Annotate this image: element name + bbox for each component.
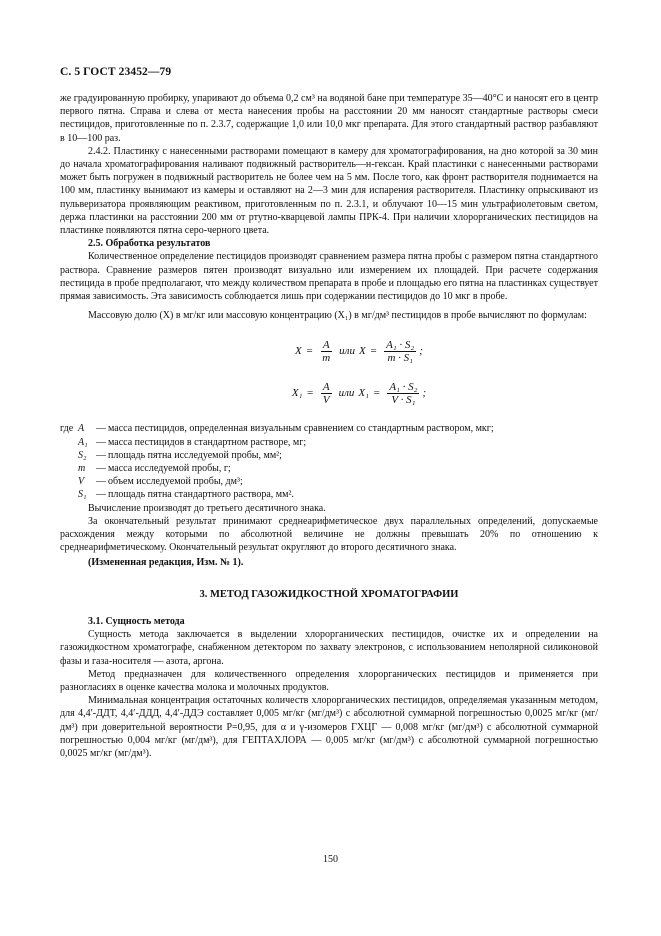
paragraph-9: Минимальная концентрация остаточных количеств хлорорганических пестицидов, определяемая указанным методом, для 4,4′-ДДТ, 4,4′-ДДД, 4,4′-ДДЭ составляет 0,005 мг/кг (мг/дм³) с абсолютной суммарной погрешностью 0,0025 мг/кг (мг/дм³) при доверительной вероятности P=0,95, для α и γ-изомеров ГХЦГ — 0,008 мг/кг (мг/дм³) с абсолютной суммарной погрешностью 0,004 мг/кг (мг/дм³), для ГЕПТАХЛОРА — 0,005 мг/кг (мг/дм³) с абсолютной суммарной погрешностью 0,0025 мг/кг (мг/дм³). xyxy=(60,695,598,759)
formula-1: X = $\frac{A}{m}$ или X = $\frac{\text{A₁ · S₂}}{\text{m · S₁}}$ ; xyxy=(295,338,423,364)
paragraph-5: Вычисление производят до третьего десятичного знака. xyxy=(88,502,326,514)
paragraph-7: Сущность метода заключается в выделении хлорорганических пестицидов, очистке их и определении на газожидкостном хроматографе, снабженном детектором по захвату электронов, с использованием неполярной силиконовой фазы и газа-носителя — азота, аргона. xyxy=(60,629,598,667)
paragraph-3: Количественное определение пестицидов производят сравнением размера пятна пробы с размером пятна стандартного раствора. Сравнение размеров пятен производят визуально или измерением их площадей. При расчете содержания пестицида в пробе предполагают, что между количеством препарата в пробе и площадью его пятна на пластинках существует прямая зависимость. Эта зависимость соблюдается лишь при содержании пестицидов до 10 мкг в пробе. xyxy=(60,251,598,303)
symbol-legend xyxy=(60,422,598,501)
formula-1-lhs: X xyxy=(295,344,302,357)
formula-2-fraction-1: $\frac{A}{V}$ xyxy=(322,380,330,406)
legend-row: где A — масса пестицидов, определенная визуальным сравнением со стандартным раствором, мкг; xyxy=(60,423,494,435)
amendment-note: (Измененная редакция, Изм. № 1). xyxy=(88,557,244,569)
page-number: 150 xyxy=(323,854,338,865)
legend-row: A₁ — масса пестицидов в стандартном растворе, мг; xyxy=(78,436,307,448)
paragraph-8: Метод предназначен для количественного определения хлорорганических пестицидов и применяется при разногласиях в оценке качества молока и молочных продуктов. xyxy=(60,668,598,693)
legend-row: S₁ — площадь пятна стандартного раствора, мм². xyxy=(78,489,294,501)
formula-1-fraction-2: $\frac{\text{A₁ · S₂}}{\text{m · S₁}}$ xyxy=(386,338,415,364)
formula-2: X₁ = $\frac{A}{V}$ или X₁ = $\frac{\text{A₁ · S₂}}{\text{V · S₁}}$ ; xyxy=(291,380,427,406)
paragraph-6: За окончательный результат принимают среднеарифметическое двух параллельных определений, допускаемые расхождения между которыми по абсолютной величине не должны превышать 20% по отношению к среднеарифметическому. Окончательный результат округляют до второго десятичного знака. xyxy=(60,515,598,554)
paragraph-4: Массовую долю (X) в мг/кг или массовую концентрацию (X₁) в мг/дм³ пестицидов в пробе вычисляют по формулам: xyxy=(88,310,587,322)
formula-1-or: или xyxy=(339,344,355,357)
document-body xyxy=(60,92,598,760)
page-header: С. 5 ГОСТ 23452—79 xyxy=(60,66,172,78)
section-3-title: 3. МЕТОД ГАЗОЖИДКОСТНОЙ ХРОМАТОГРАФИИ xyxy=(199,588,459,600)
paragraph-2-4-2: 2.4.2. Пластинку с нанесенными растворами помещают в камеру для хроматографирования, на дно которой за 30 мин до начала хроматографирования наливают подвижный растворитель—н-гексан. Край пластинки с нанесенными растворами может быть погружен в подвижный растворитель не более чем на 5 мм. После того, как фронт растворителя поднимается на 100 мм, пластинку вынимают из камеры и оставляют на 2—3 мин для испарения растворителя. Пластинку опрыскивают из пульверизатора проявляющим реактивом, приготовленным по п. 2.3.1, и облучают 10—15 мин ультрафиолетовым светом, держа пластинки на расстоянии 200 мм от ртутно-кварцевой лампы ПРК-4. При наличии хлорорганических пестицидов на пластинке появляются пятна серо-черного цвета. xyxy=(60,145,598,237)
legend-row: m — масса исследуемой пробы, г; xyxy=(78,463,231,475)
paragraph-1: же градуированную пробирку, упаривают до объема 0,2 см³ на водяной бане при температуре 35—40°С и наносят его в центр первого пятна. Справа и слева от места нанесения пробы на расстоянии 20 мм наносят стандартные растворы смеси пестицидов, приготовленные по п. 2.3.7, содержащие 1,0 или 10,0 мкг препарата. Для этого стандартный раствор разбавляют в 10—100 раз. xyxy=(60,93,598,144)
formula-1-fraction-1: $\frac{A}{m}$ xyxy=(322,338,331,364)
heading-3-1: 3.1. Сущность метода xyxy=(88,615,185,627)
legend-row: S₂ — площадь пятна исследуемой пробы, мм²; xyxy=(78,449,282,461)
formula-2-fraction-2: $\frac{\text{A₁ · S₂}}{\text{V · S₁}}$ xyxy=(389,380,418,406)
heading-2-5: 2.5. Обработка результатов xyxy=(88,238,211,250)
formula-2-lhs: X₁ xyxy=(291,386,303,399)
formula-2-or: или xyxy=(338,386,355,399)
legend-row: V — объем исследуемой пробы, дм³; xyxy=(78,476,243,488)
legend-lead: где xyxy=(60,423,74,435)
